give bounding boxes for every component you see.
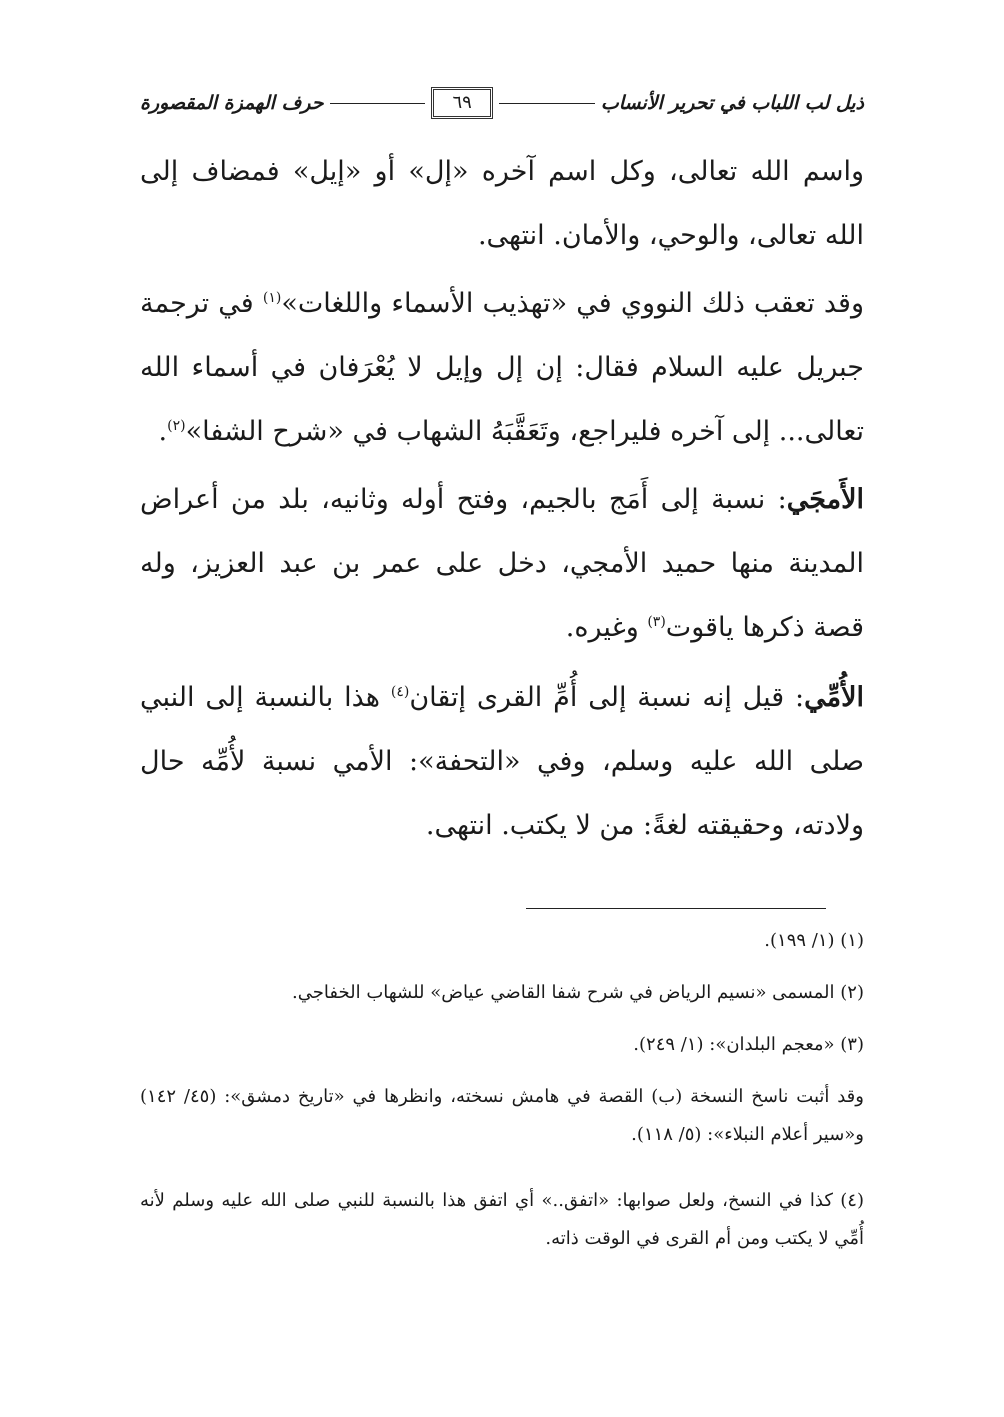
paragraph-3 [140,468,864,660]
header-rule-right [499,103,595,104]
footnote-2: (٢) المسمى «نسيم الرياض في شرح شفا القاضي عياض» للشهاب الخفاجي. [292,982,864,1003]
page-number: ٦٩ [431,87,492,119]
footnote-ref-2[interactable]: (٢) [167,418,186,434]
paragraph-4 [140,666,864,858]
footnote-ref-3[interactable]: (٣) [647,614,666,630]
paragraph-1 [140,140,864,268]
paragraph-2-text-c: . [158,416,168,447]
paragraph-2-text-b: في ترجمة جبريل عليه السلام فقال: إن إل وإيل لا يُعْرَفان في أسماء الله تعالى... إلى آخره فليراجع، وتَعَقَّبَهُ الشهاب في «شرح الشفا» [140,288,864,447]
footnote-1: (١) (١/ ١٩٩). [764,930,864,951]
footnote-separator [526,908,826,909]
paragraph-2 [140,272,864,464]
footnote-ref-4[interactable]: (٤) [390,684,410,700]
paragraph-1-text: واسم الله تعالى، وكل اسم آخره «إل» أو «إيل» فمضاف إلى الله تعالى، والوحي، والأمان. انتهى. [140,156,864,251]
paragraph-3-text-a: : نسبة إلى أَمَج بالجيم، وفتح أوله وثانيه، بلد من أعراض المدينة منها حميد الأمجي، دخل على عمر بن عبد العزيز، وله قصة ذكرها ياقوت [140,484,864,643]
footnote-4: (٤) كذا في النسخ، ولعل صوابها: «اتفق..» أي اتفق هذا بالنسبة للنبي صلى الله عليه وسلم لأنه أُمِّي لا يكتب ومن أم القرى في الوقت ذاته. [140,1190,864,1249]
paragraph-4-text-b: هذا بالنسبة إلى النبي صلى الله عليه وسلم، وفي «التحفة»: الأمي نسبة لأُمِّه حال ولادته، وحقيقته لغةً: من لا يكتب. انتهى. [140,682,864,841]
paragraph-2-text-a: وقد تعقب ذلك النووي في «تهذيب الأسماء واللغات» [281,288,864,319]
footnote-ref-1[interactable]: (١) [262,290,282,306]
entry-heading-ummi: الأُمِّي [804,682,864,713]
book-title: ذيل لب اللباب في تحرير الأنساب [600,92,864,114]
footnote-3-continuation: وقد أثبت ناسخ النسخة (ب) القصة في هامش نسخته، وانظرها في «تاريخ دمشق»: (٤٥/ ١٤٢) و«سير أعلام النبلاء»: (٥/ ١١٨). [140,1086,864,1145]
header-rule-left [330,103,426,104]
footnote-3: (٣) «معجم البلدان»: (١/ ٢٤٩). [633,1034,864,1055]
entry-heading-amaji: الأَمجَي [786,484,864,515]
running-header [140,86,864,120]
paragraph-4-text-a: : قيل إنه نسبة إلى أُمِّ القرى إتقان [409,682,805,713]
paragraph-3-text-b: وغيره. [565,612,648,643]
section-title: حرف الهمزة المقصورة [140,92,324,114]
